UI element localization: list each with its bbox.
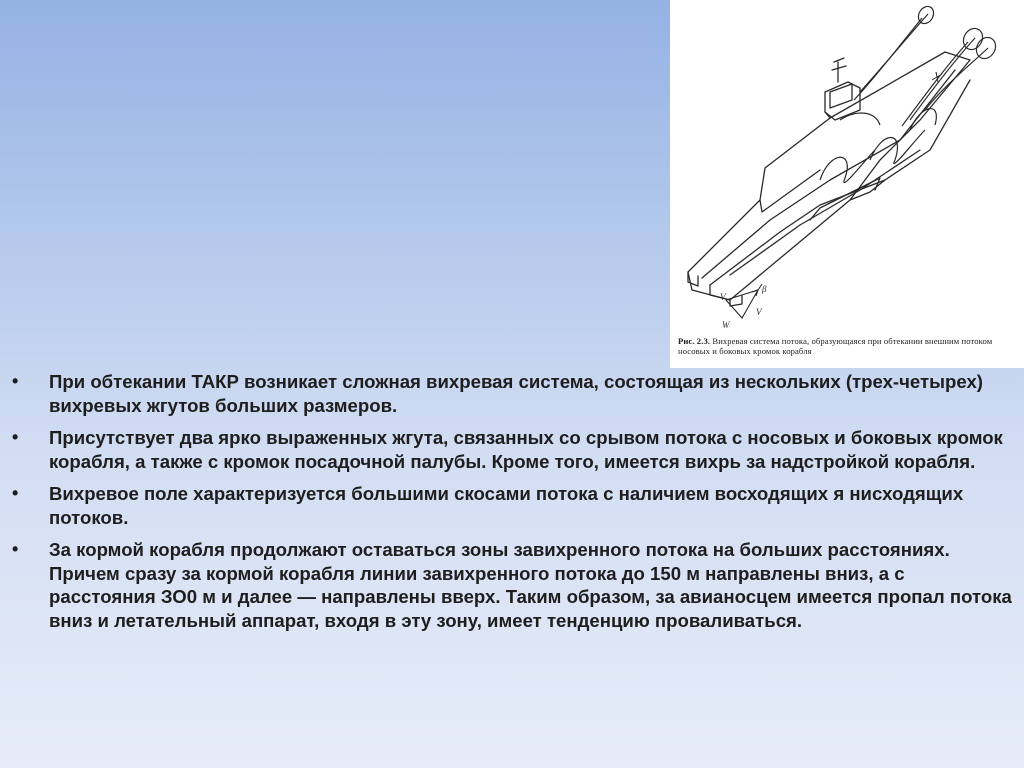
ship-vortex-figure — [670, 0, 1024, 368]
bullet-text: Присутствует два ярко выраженных жгута, связанных со срывом потока с носовых и боковых кромок корабля, а также с кромок посадочной палубы. Кроме того, имеется вихрь за надстройкой корабля. — [49, 427, 1003, 472]
figure-caption — [678, 336, 1018, 356]
vector-label-beta: β — [762, 284, 767, 294]
ship-vortex-drawing — [670, 0, 1024, 336]
vector-label-w: W — [722, 320, 730, 330]
bullet-item — [12, 426, 1012, 473]
bullet-item — [12, 370, 1012, 417]
bullet-marker: • — [12, 483, 19, 503]
bullet-list — [12, 370, 1012, 641]
bullet-item — [12, 538, 1012, 632]
vortex-tube-2 — [910, 38, 975, 120]
bullet-text: За кормой корабля продолжают оставаться зоны завихренного потока на больших расстояниях. Причем сразу за кормой корабля линии завихренного потока до 150 м направлены вниз, а с расстояния ЗО0 м и далее — направлены вверх. Таким образом, за авианосцем имеется пропал потока вниз и летательный аппарат, входя в эту зону, имеет тенденцию проваливаться. — [49, 539, 1012, 631]
bullet-text: Вихревое поле характеризуется большими скосами потока с наличием восходящих я нисходящих потоков. — [49, 483, 964, 528]
bullet-marker: • — [12, 427, 19, 447]
bullet-marker: • — [12, 539, 19, 559]
figure-caption-text: Вихревая система потока, образующаяся при обтекании внешним потоком носовых и боковых кромок корабля — [678, 336, 993, 356]
vector-label-v: V — [756, 307, 762, 317]
bullet-text: При обтекании ТАКР возникает сложная вихревая система, состоящая из нескольких (трех-четырех) вихревых жгутов больших размеров. — [49, 371, 983, 416]
landing-deck-edge — [710, 80, 970, 285]
deck-outline — [688, 52, 970, 300]
bullet-marker: • — [12, 371, 19, 391]
figure-number: Рис. 2.3. — [678, 336, 711, 346]
bullet-item — [12, 482, 1012, 529]
vector-label-vs: V — [720, 292, 726, 302]
